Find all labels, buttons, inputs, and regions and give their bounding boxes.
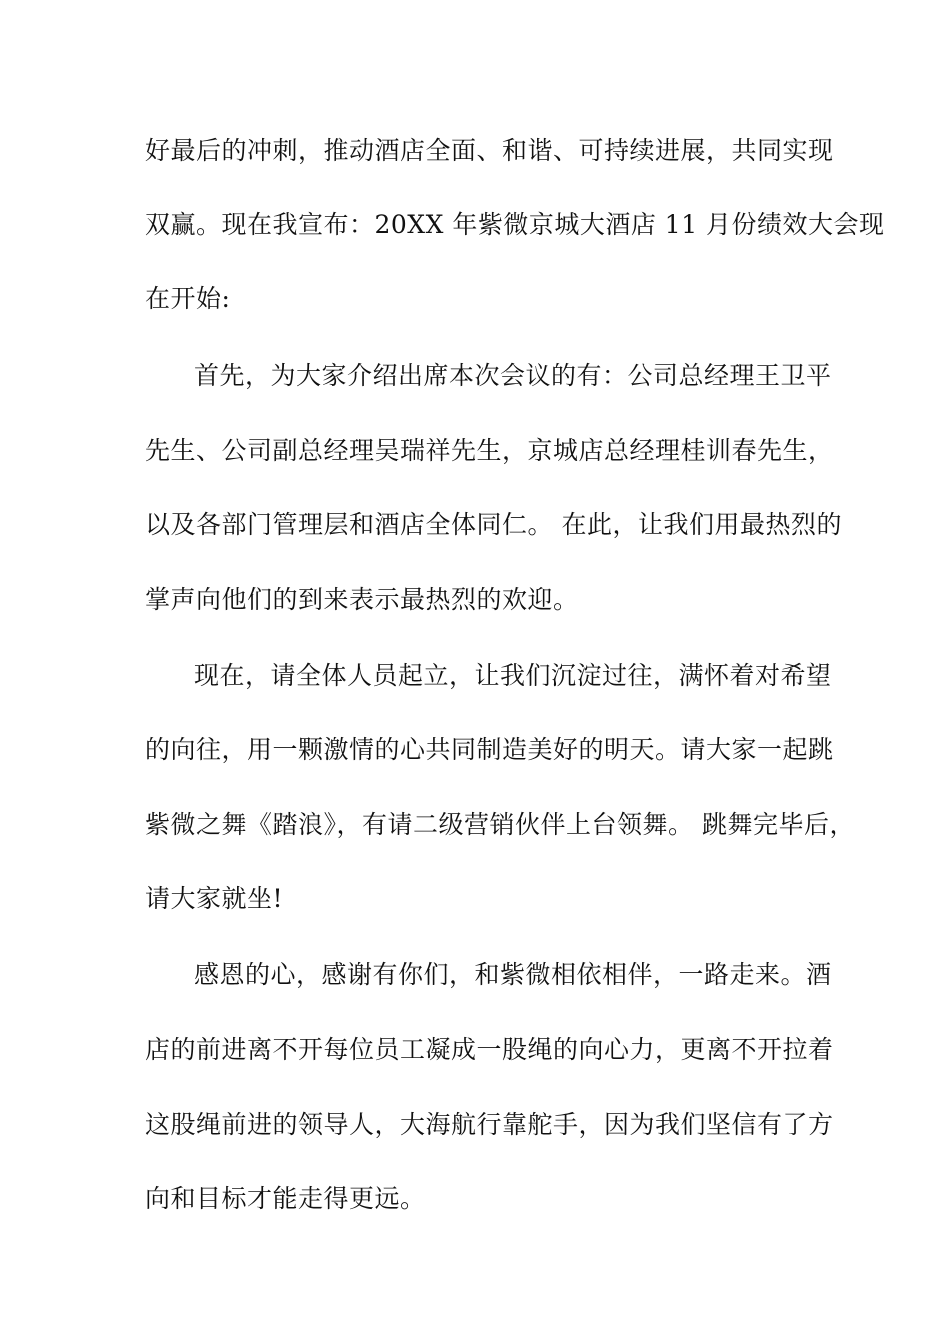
paragraph-3-line-1: 现在，请全体人员起立，让我们沉淀过往，满怀着对希望 [194, 661, 832, 690]
paragraph-1-line-3: 在开始: [145, 284, 231, 313]
paragraph-3-line-3: 紫微之舞《踏浪》，有请二级营销伙伴上台领舞。 跳舞完毕后， [145, 810, 855, 839]
paragraph-2-line-2: 先生、公司副总经理吴瑞祥先生，京城店总经理桂训春先生， [145, 436, 834, 465]
paragraph-1-line-2: 双赢。现在我宣布：20XX 年紫微京城大酒店 11 月份绩效大会现 [145, 210, 885, 239]
paragraph-4-line-2: 店的前进离不开每位员工凝成一股绳的向心力，更离不开拉着 [145, 1035, 834, 1064]
paragraph-2-line-1: 首先，为大家介绍出席本次会议的有：公司总经理王卫平 [194, 361, 832, 390]
paragraph-4-line-1: 感恩的心，感谢有你们，和紫微相依相伴，一路走来。酒 [194, 960, 832, 989]
paragraph-3-line-2: 的向往，用一颗激情的心共同制造美好的明天。请大家一起跳 [145, 735, 834, 764]
paragraph-1-line-1: 好最后的冲刺，推动酒店全面、和谐、可持续进展，共同实现 [145, 136, 834, 165]
paragraph-2-line-3: 以及各部门管理层和酒店全体同仁。 在此，让我们用最热烈的 [145, 510, 842, 539]
paragraph-3-line-4: 请大家就坐! [145, 884, 284, 913]
paragraph-4-line-4: 向和目标才能走得更远。 [145, 1184, 426, 1213]
paragraph-4-line-3: 这股绳前进的领导人，大海航行靠舵手，因为我们坚信有了方 [145, 1110, 834, 1139]
paragraph-2-line-4: 掌声向他们的到来表示最热烈的欢迎。 [145, 585, 579, 614]
